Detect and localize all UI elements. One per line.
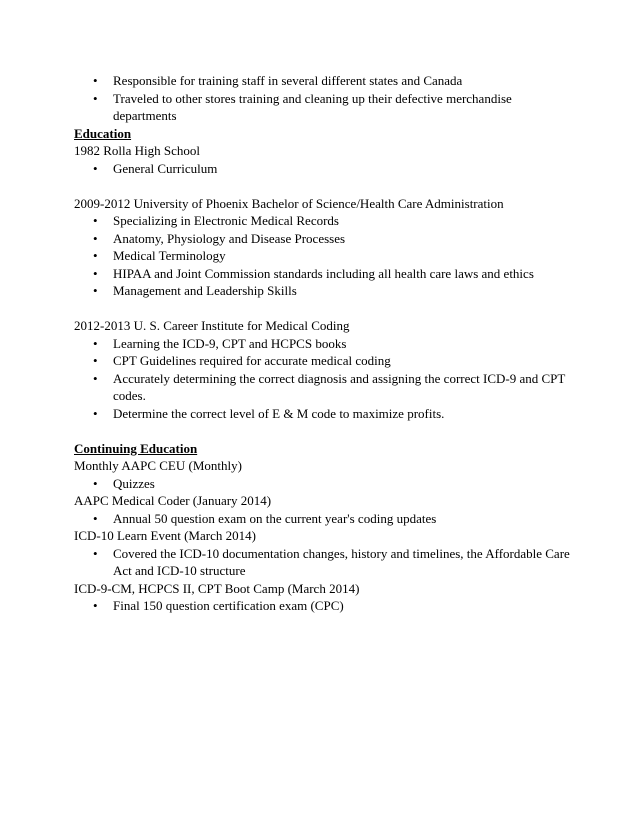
continuing-education-entry-title: ICD-9-CM, HCPCS II, CPT Boot Camp (March 2014) [74,580,360,596]
education-entry-title: 2009-2012 University of Phoenix Bachelor of Science/Health Care Administration [74,195,504,211]
list-item: • Anatomy, Physiology and Disease Processes [93,230,346,246]
education-bullet-list [74,160,574,178]
spacer [74,177,574,195]
bullet-icon: • [93,73,98,88]
continuing-education-entry-title: Monthly AAPC CEU (Monthly) [74,458,242,473]
bullet-icon: • [93,353,98,368]
list-item: • Quizzes [93,475,155,491]
continuing-education-entry-title: ICD-10 Learn Event (March 2014) [74,528,256,543]
list-item: • CPT Guidelines required for accurate medical coding [93,353,391,368]
list-item: • General Curriculum [93,160,218,176]
bullet-icon: • [93,335,98,351]
continuing-education-bullet-list [74,475,574,493]
bullet-icon: • [93,265,98,281]
intro-bullet-list [74,72,574,125]
list-item: • Medical Terminology [93,248,226,263]
list-item: • HIPAA and Joint Commission standards including all health care laws and ethics [93,265,534,281]
bullet-icon: • [93,160,98,176]
continuing-education-bullet-list [74,597,574,615]
continuing-education-entry-title: AAPC Medical Coder (January 2014) [74,493,272,508]
list-item: • Learning the ICD-9, CPT and HCPCS books [93,335,347,351]
list-item: • Accurately determining the correct diagnosis and assigning the correct ICD-9 and CPT codes. [93,370,566,403]
list-item: • Management and Leadership Skills [93,283,297,298]
education-bullet-list [74,212,574,300]
bullet-icon: • [93,230,98,246]
list-item: • Determine the correct level of E & M code to maximize profits. [93,405,445,421]
spacer [74,300,574,318]
list-item: • Responsible for training staff in several different states and Canada [93,73,463,88]
list-item: • Annual 50 question exam on the current year's coding updates [93,510,437,526]
list-item: • Specializing in Electronic Medical Records [93,213,339,228]
continuing-education-heading: Continuing Education [74,440,198,456]
bullet-icon: • [93,475,98,491]
spacer [74,422,574,440]
education-heading: Education [74,125,132,141]
continuing-education-bullet-list [74,545,574,580]
bullet-icon: • [93,405,98,421]
bullet-icon: • [93,248,98,263]
resume-page [74,72,574,615]
continuing-education-bullet-list [74,510,574,528]
education-bullet-list [74,335,574,423]
bullet-icon: • [93,90,98,106]
bullet-icon: • [93,283,98,298]
education-entry-title: 2012-2013 U. S. Career Institute for Medical Coding [74,318,350,333]
bullet-icon: • [93,213,98,228]
bullet-icon: • [93,598,98,613]
list-item: • Covered the ICD-10 documentation changes, history and timelines, the Affordable Care Act and ICD-10 structure [93,545,570,578]
bullet-icon: • [93,370,98,386]
education-entry-title: 1982 Rolla High School [74,143,201,158]
list-item: • Final 150 question certification exam (CPC) [93,598,344,613]
bullet-icon: • [93,545,98,561]
list-item: • Traveled to other stores training and cleaning up their defective merchandise departments [93,90,512,123]
bullet-icon: • [93,510,98,526]
